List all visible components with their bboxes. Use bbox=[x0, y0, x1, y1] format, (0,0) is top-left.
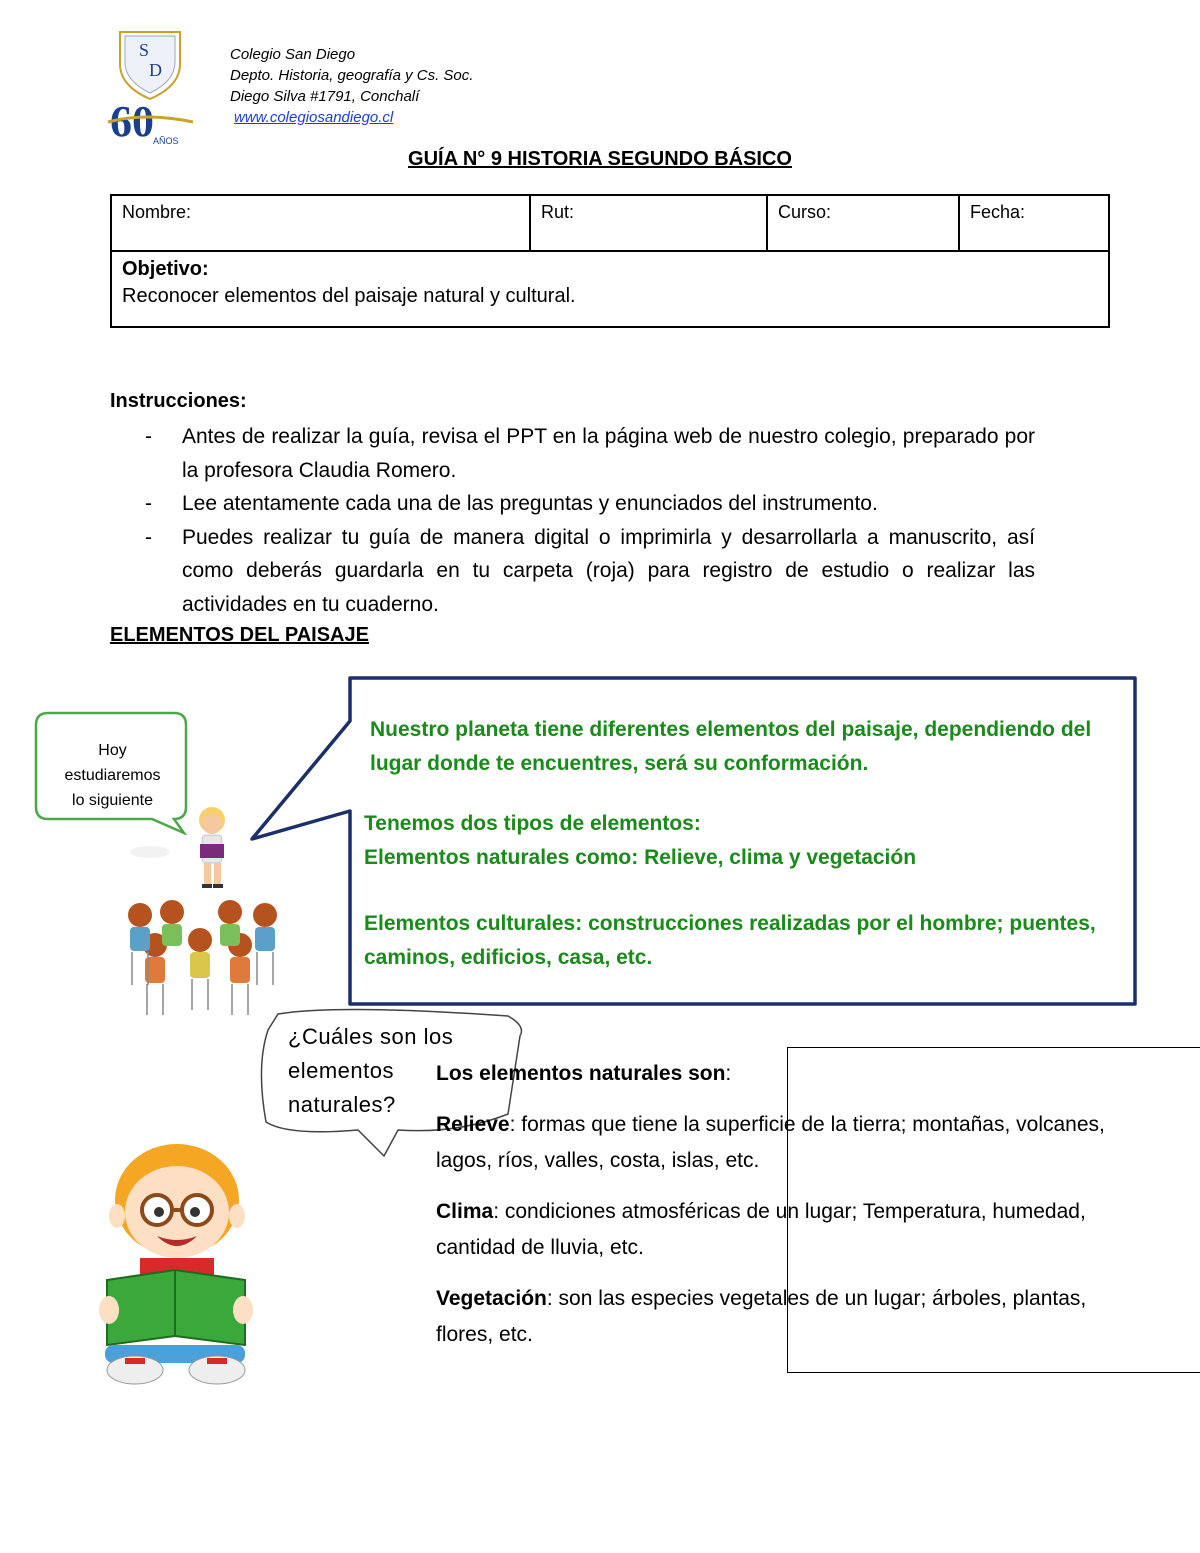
callout-paragraph-3: Elementos culturales: construcciones realizadas por el hombre; puentes, caminos, edificios, casa, etc. bbox=[364, 912, 1096, 969]
callout-paragraph-2b: Elementos naturales como: Relieve, clima y vegetación bbox=[364, 846, 917, 869]
question-line: ¿Cuáles son los bbox=[288, 1024, 454, 1049]
boy-reading-illustration bbox=[95, 1140, 255, 1390]
logo-anios: AÑOS bbox=[153, 136, 179, 146]
clima-paragraph bbox=[436, 1194, 1136, 1266]
natural-elements-text bbox=[436, 1056, 1136, 1368]
list-dash: - bbox=[145, 425, 152, 448]
logo-letter-s: S bbox=[139, 40, 150, 60]
natural-intro bbox=[436, 1056, 1136, 1092]
relieve-term: Relieve bbox=[436, 1113, 510, 1136]
student-info-table bbox=[110, 194, 1110, 328]
callout-paragraph-1: Nuestro planeta tiene diferentes elementos del paisaje, dependiendo del lugar donde te encuentres, será su conformación. bbox=[370, 718, 1092, 775]
relieve-definition: : formas que tiene la superficie de la tierra; montañas, volcanes, lagos, ríos, valles, costa, islas, etc. bbox=[436, 1113, 1105, 1172]
nombre-label: Nombre: bbox=[122, 202, 192, 222]
instruction-text: Antes de realizar la guía, revisa el PPT en la página web de nuestro colegio, preparado por la profesora Claudia Romero. bbox=[182, 425, 1035, 482]
question-line: elementos bbox=[288, 1058, 395, 1083]
vegetacion-term: Vegetación bbox=[436, 1287, 547, 1310]
paisaje-callout-text bbox=[364, 713, 1104, 975]
instructions-list bbox=[145, 420, 1035, 621]
nombre-cell[interactable] bbox=[111, 195, 530, 251]
document-title: GUÍA N° 9 HISTORIA SEGUNDO BÁSICO bbox=[408, 148, 792, 170]
clima-definition: : condiciones atmosféricas de un lugar; Temperatura, humedad, cantidad de lluvia, etc. bbox=[436, 1200, 1086, 1259]
school-name: Colegio San Diego bbox=[230, 46, 356, 63]
clima-term: Clima bbox=[436, 1200, 494, 1223]
logo-anniversary-number: 60 bbox=[110, 97, 154, 146]
list-dash: - bbox=[145, 525, 152, 549]
instruction-item bbox=[145, 487, 1035, 521]
objetivo-text: Reconocer elementos del paisaje natural y cultural. bbox=[122, 285, 576, 307]
vegetacion-definition: : son las especies vegetales de un lugar; árboles, plantas, flores, etc. bbox=[436, 1287, 1087, 1346]
address: Diego Silva #1791, Conchalí bbox=[230, 88, 420, 105]
section-title: ELEMENTOS DEL PAISAJE bbox=[110, 624, 369, 646]
instruction-item bbox=[145, 521, 1035, 622]
instruction-item bbox=[145, 420, 1035, 487]
department: Depto. Historia, geografía y Cs. Soc. bbox=[230, 67, 474, 84]
school-info bbox=[230, 44, 473, 128]
instruction-text: Puedes realizar tu guía de manera digital o imprimirla y desarrollarla a manuscrito, así como deberás guardarla en tu carpeta (roja) para registro de estudio o realizar las actividades en tu cuaderno. bbox=[182, 525, 1035, 616]
fecha-label: Fecha: bbox=[970, 202, 1026, 222]
curso-label: Curso: bbox=[778, 202, 832, 222]
natural-intro-bold: Los elementos naturales son bbox=[436, 1062, 726, 1085]
relieve-paragraph bbox=[436, 1107, 1136, 1179]
callout-paragraph-2a: Tenemos dos tipos de elementos: bbox=[364, 812, 701, 835]
question-line: naturales? bbox=[288, 1092, 396, 1117]
logo-letter-d: D bbox=[149, 60, 162, 80]
fecha-cell[interactable] bbox=[959, 195, 1109, 251]
bubble-line: Hoy bbox=[98, 742, 127, 759]
school-website-link[interactable]: www.colegiosandiego.cl bbox=[234, 109, 394, 126]
objetivo-label: Objetivo: bbox=[122, 258, 209, 280]
instruction-text: Lee atentamente cada una de las preguntas y enunciados del instrumento. bbox=[182, 492, 878, 515]
instructions-title: Instrucciones: bbox=[110, 390, 247, 412]
objetivo-cell bbox=[111, 251, 1109, 327]
vegetacion-paragraph bbox=[436, 1281, 1136, 1353]
school-logo bbox=[105, 24, 195, 149]
curso-cell[interactable] bbox=[767, 195, 959, 251]
bubble-line: estudiaremos bbox=[64, 767, 161, 784]
rut-label: Rut: bbox=[541, 202, 575, 222]
natural-intro-rest: : bbox=[725, 1062, 732, 1085]
rut-cell[interactable] bbox=[530, 195, 767, 251]
bubble-line: lo siguiente bbox=[72, 792, 153, 809]
question-text bbox=[288, 1020, 453, 1122]
list-dash: - bbox=[145, 492, 152, 515]
